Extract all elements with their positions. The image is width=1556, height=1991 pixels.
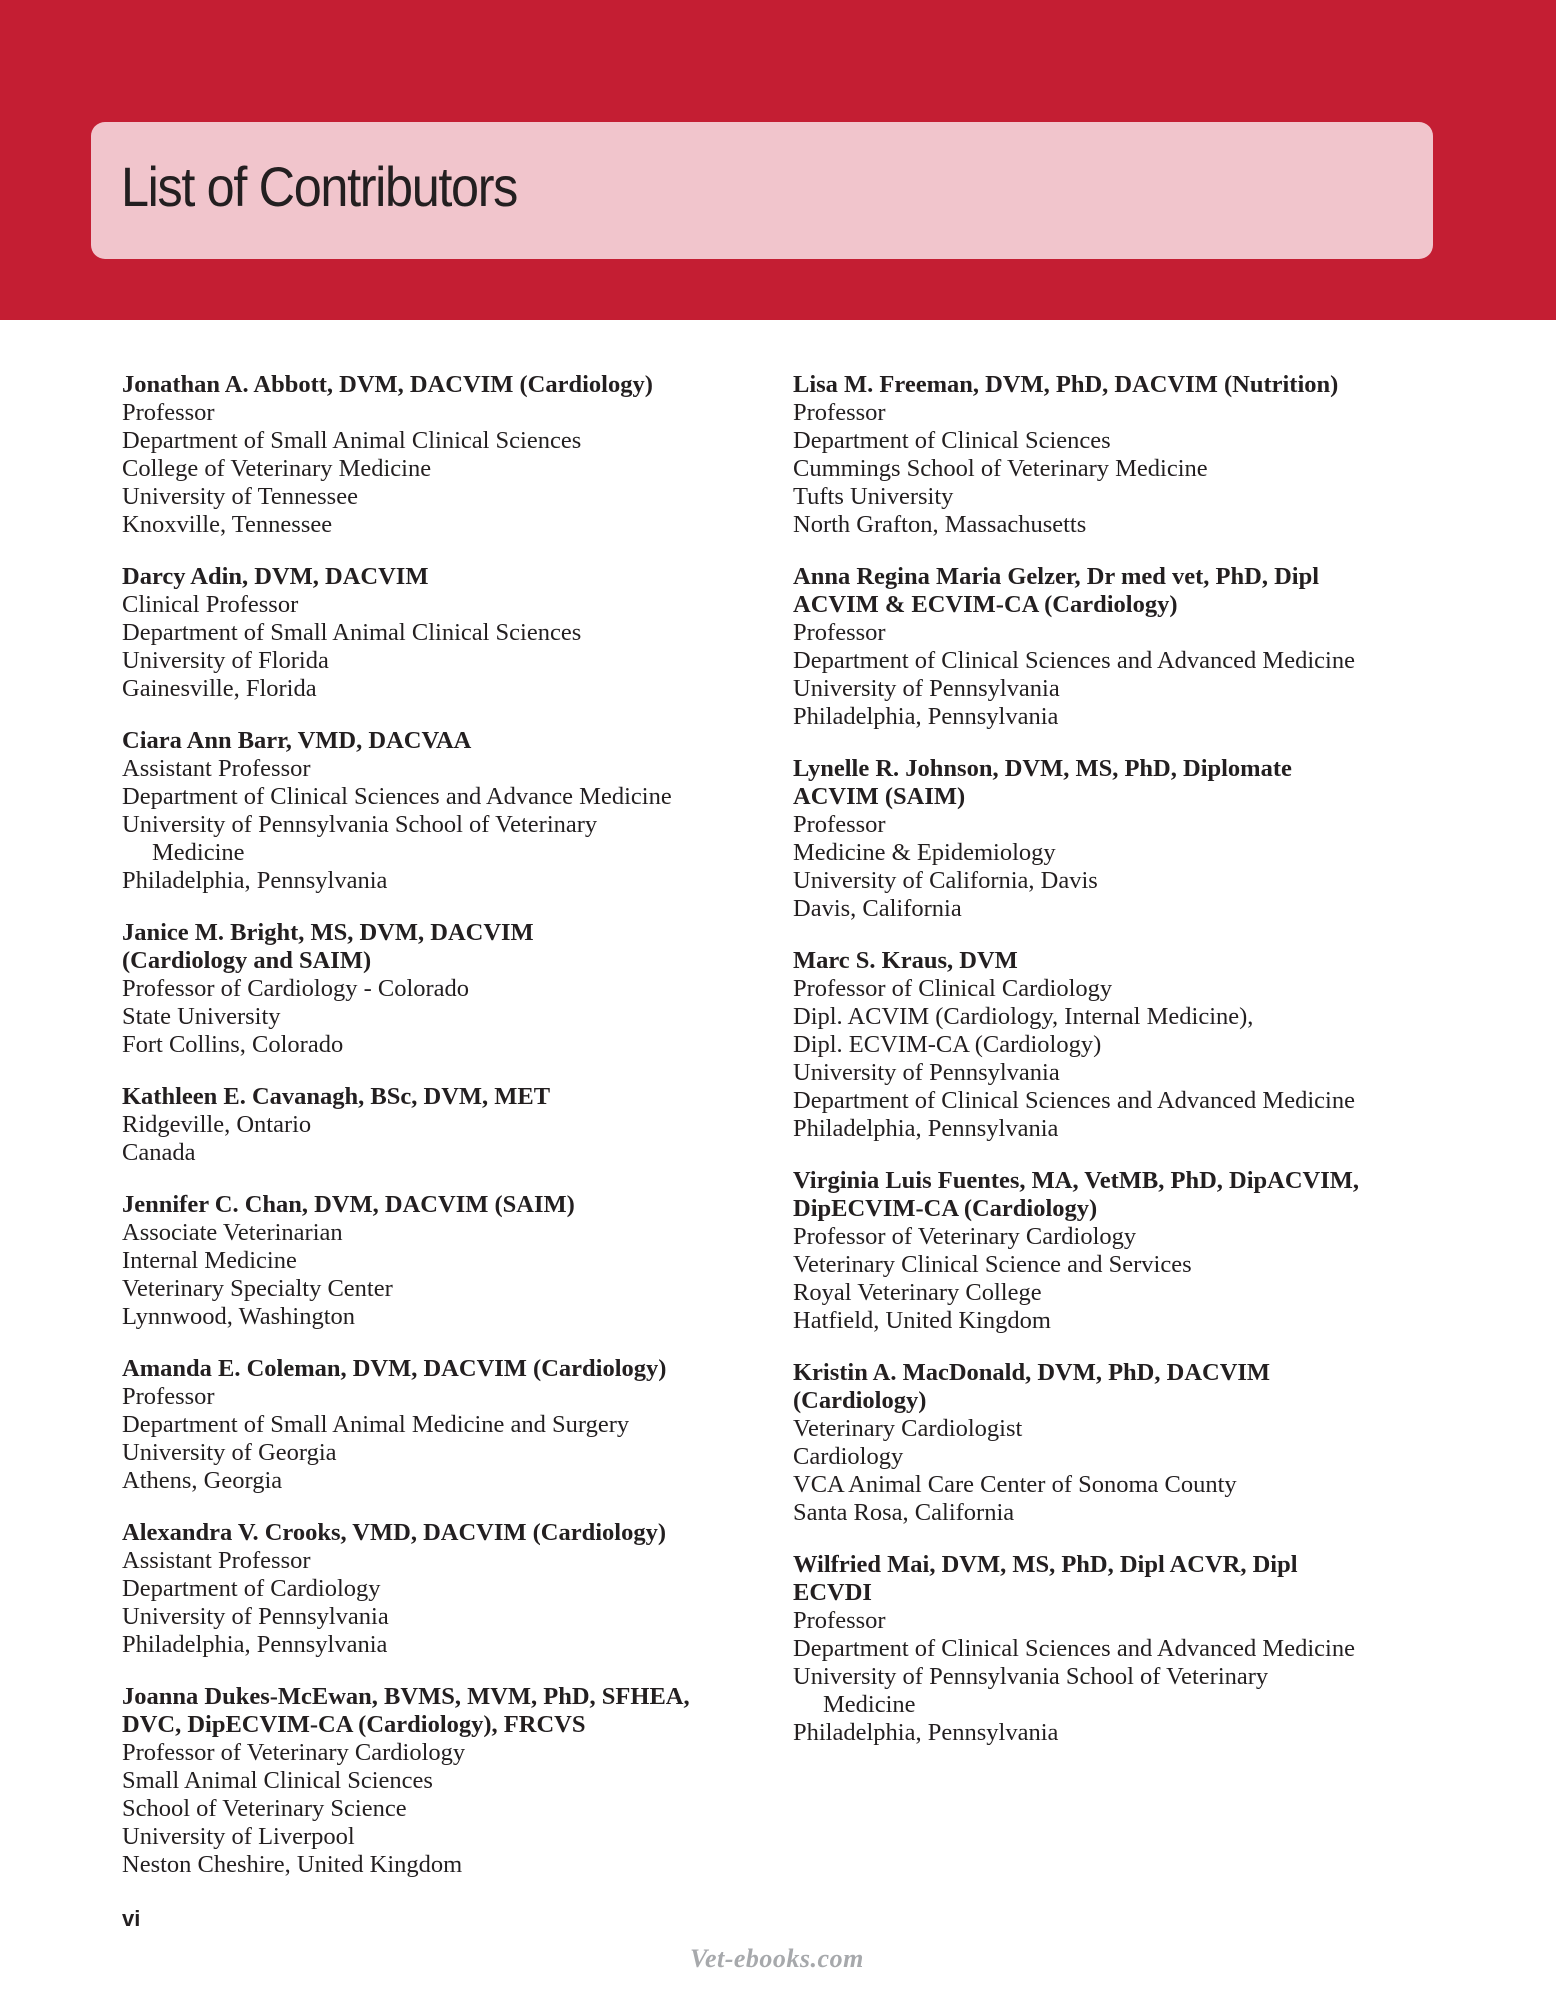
contributor-detail: Davis, California bbox=[793, 895, 962, 922]
contributor-entry bbox=[122, 1191, 762, 1331]
contributor-entry bbox=[122, 1519, 762, 1659]
contributor-detail: Department of Clinical Sciences and Advanced Medicine bbox=[793, 647, 1355, 674]
contributor-entry bbox=[122, 1683, 762, 1879]
contributor-detail: Lynnwood, Washington bbox=[122, 1303, 356, 1330]
contributor-detail: Assistant Professor bbox=[122, 1547, 311, 1574]
contributor-detail: Small Animal Clinical Sciences bbox=[122, 1767, 433, 1794]
contributor-entry bbox=[122, 727, 762, 895]
contributor-detail: VCA Animal Care Center of Sonoma County bbox=[793, 1471, 1237, 1498]
contributor-name-cont: ECVDI bbox=[793, 1579, 872, 1606]
contributor-name: Alexandra V. Crooks, VMD, DACVIM (Cardiology) bbox=[122, 1519, 667, 1546]
contributor-detail: University of Pennsylvania School of Veterinary bbox=[122, 811, 598, 838]
contributor-detail: State University bbox=[122, 1003, 281, 1030]
contributor-detail: Royal Veterinary College bbox=[793, 1279, 1042, 1306]
contributor-name: Virginia Luis Fuentes, MA, VetMB, PhD, DipACVIM, bbox=[793, 1167, 1360, 1194]
contributor-detail: Department of Small Animal Clinical Sciences bbox=[122, 427, 582, 454]
contributor-name-cont: DipECVIM-CA (Cardiology) bbox=[793, 1195, 1098, 1222]
contributor-detail: Professor of Cardiology - Colorado bbox=[122, 975, 470, 1002]
contributor-detail: Medicine & Epidemiology bbox=[793, 839, 1056, 866]
contributor-detail: Medicine bbox=[152, 839, 245, 866]
contributor-detail: Medicine bbox=[823, 1691, 916, 1718]
contributor-detail: Clinical Professor bbox=[122, 591, 299, 618]
contributor-entry bbox=[793, 1359, 1433, 1527]
contributor-entry bbox=[122, 919, 762, 1059]
contributor-detail: Knoxville, Tennessee bbox=[122, 511, 333, 538]
contributor-name: Jennifer C. Chan, DVM, DACVIM (SAIM) bbox=[122, 1191, 575, 1218]
contributor-detail: Professor bbox=[793, 1607, 886, 1634]
contributor-detail: Dipl. ACVIM (Cardiology, Internal Medicine), bbox=[793, 1003, 1254, 1030]
contributor-name: Wilfried Mai, DVM, MS, PhD, Dipl ACVR, Dipl bbox=[793, 1551, 1298, 1578]
contributor-detail: Department of Small Animal Medicine and Surgery bbox=[122, 1411, 630, 1438]
contributor-detail: University of Liverpool bbox=[122, 1823, 355, 1850]
contributor-detail: Fort Collins, Colorado bbox=[122, 1031, 344, 1058]
contributor-name-cont: (Cardiology and SAIM) bbox=[122, 947, 372, 974]
contributor-name-cont: DVC, DipECVIM-CA (Cardiology), FRCVS bbox=[122, 1711, 586, 1738]
title-box bbox=[91, 122, 1433, 259]
contributor-detail: Department of Cardiology bbox=[122, 1575, 381, 1602]
contributor-name-cont: ACVIM & ECVIM-CA (Cardiology) bbox=[793, 591, 1178, 618]
contributor-detail: Professor of Clinical Cardiology bbox=[793, 975, 1113, 1002]
contributor-detail: Philadelphia, Pennsylvania bbox=[793, 1115, 1059, 1142]
contributor-name-cont: ACVIM (SAIM) bbox=[793, 783, 966, 810]
page-title: List of Contributors bbox=[121, 155, 517, 218]
contributor-detail: Veterinary Clinical Science and Services bbox=[793, 1251, 1192, 1278]
contributor-detail: College of Veterinary Medicine bbox=[122, 455, 432, 482]
contributor-detail: Neston Cheshire, United Kingdom bbox=[122, 1851, 463, 1878]
contributor-entry bbox=[122, 1355, 762, 1495]
contributor-name: Lisa M. Freeman, DVM, PhD, DACVIM (Nutrition) bbox=[793, 371, 1339, 398]
contributor-name: Marc S. Kraus, DVM bbox=[793, 947, 1018, 974]
contributor-detail: University of Pennsylvania bbox=[793, 675, 1060, 702]
contributor-detail: Professor bbox=[793, 399, 886, 426]
contributor-detail: Cardiology bbox=[793, 1443, 904, 1470]
contributor-detail: Tufts University bbox=[793, 483, 954, 510]
contributor-entry bbox=[793, 1167, 1433, 1335]
contributor-detail: University of Tennessee bbox=[122, 483, 358, 510]
contributor-detail: Internal Medicine bbox=[122, 1247, 297, 1274]
page-number: vi bbox=[122, 1906, 141, 1931]
contributor-name-cont: (Cardiology) bbox=[793, 1387, 927, 1414]
contributor-name: Ciara Ann Barr, VMD, DACVAA bbox=[122, 727, 472, 754]
contributor-detail: Philadelphia, Pennsylvania bbox=[793, 1719, 1059, 1746]
contributor-name: Darcy Adin, DVM, DACVIM bbox=[122, 563, 429, 590]
contributor-detail: Department of Clinical Sciences and Advanced Medicine bbox=[793, 1087, 1355, 1114]
contributor-detail: Department of Clinical Sciences bbox=[793, 427, 1111, 454]
contributor-detail: University of Pennsylvania bbox=[122, 1603, 389, 1630]
contributor-detail: Veterinary Cardiologist bbox=[793, 1415, 1023, 1442]
contributor-detail: Canada bbox=[122, 1139, 196, 1166]
contributor-detail: Professor bbox=[793, 811, 886, 838]
contributor-name: Jonathan A. Abbott, DVM, DACVIM (Cardiology) bbox=[122, 371, 653, 398]
contributor-detail: Dipl. ECVIM-CA (Cardiology) bbox=[793, 1031, 1102, 1058]
contributor-detail: University of Georgia bbox=[122, 1439, 337, 1466]
contributor-entry bbox=[122, 371, 762, 539]
contributor-detail: Professor bbox=[793, 619, 886, 646]
contributor-entry bbox=[793, 947, 1433, 1143]
contributor-detail: Philadelphia, Pennsylvania bbox=[122, 867, 388, 894]
contributor-detail: Department of Small Animal Clinical Sciences bbox=[122, 619, 582, 646]
contributor-detail: Professor of Veterinary Cardiology bbox=[793, 1223, 1137, 1250]
contributor-detail: Department of Clinical Sciences and Advanced Medicine bbox=[793, 1635, 1355, 1662]
contributor-detail: Hatfield, United Kingdom bbox=[793, 1307, 1051, 1334]
contributor-detail: Veterinary Specialty Center bbox=[122, 1275, 393, 1302]
contributor-detail: Professor of Veterinary Cardiology bbox=[122, 1739, 466, 1766]
contributor-detail: University of Florida bbox=[122, 647, 329, 674]
contributor-name: Joanna Dukes-McEwan, BVMS, MVM, PhD, SFHEA, bbox=[122, 1683, 690, 1710]
contributor-detail: North Grafton, Massachusetts bbox=[793, 511, 1087, 538]
contributor-entry bbox=[793, 1551, 1433, 1747]
contributor-detail: University of Pennsylvania School of Veterinary bbox=[793, 1663, 1269, 1690]
contributor-name: Amanda E. Coleman, DVM, DACVIM (Cardiology) bbox=[122, 1355, 667, 1382]
contributor-detail: Santa Rosa, California bbox=[793, 1499, 1015, 1526]
contributor-detail: Ridgeville, Ontario bbox=[122, 1111, 312, 1138]
contributor-name: Janice M. Bright, MS, DVM, DACVIM bbox=[122, 919, 534, 946]
contributor-entry bbox=[793, 755, 1433, 923]
contributor-detail: Professor bbox=[122, 399, 215, 426]
contributors-left-column bbox=[122, 371, 762, 1903]
contributor-detail: School of Veterinary Science bbox=[122, 1795, 407, 1822]
contributor-entry bbox=[122, 1083, 762, 1167]
contributor-detail: University of California, Davis bbox=[793, 867, 1098, 894]
contributor-entry bbox=[793, 563, 1433, 731]
contributors-right-column bbox=[793, 371, 1433, 1771]
contributor-detail: Gainesville, Florida bbox=[122, 675, 317, 702]
contributor-entry bbox=[122, 563, 762, 703]
contributor-name: Anna Regina Maria Gelzer, Dr med vet, PhD, Dipl bbox=[793, 563, 1320, 590]
contributor-name: Kathleen E. Cavanagh, BSc, DVM, MET bbox=[122, 1083, 551, 1110]
contributor-detail: University of Pennsylvania bbox=[793, 1059, 1060, 1086]
contributor-detail: Associate Veterinarian bbox=[122, 1219, 343, 1246]
watermark-logo: Vet-ebooks.com bbox=[690, 1944, 864, 1973]
contributor-detail: Philadelphia, Pennsylvania bbox=[122, 1631, 388, 1658]
contributor-detail: Assistant Professor bbox=[122, 755, 311, 782]
contributor-detail: Department of Clinical Sciences and Advance Medicine bbox=[122, 783, 672, 810]
contributor-detail: Philadelphia, Pennsylvania bbox=[793, 703, 1059, 730]
contributor-detail: Cummings School of Veterinary Medicine bbox=[793, 455, 1208, 482]
contributor-entry bbox=[793, 371, 1433, 539]
contributor-name: Kristin A. MacDonald, DVM, PhD, DACVIM bbox=[793, 1359, 1271, 1386]
contributor-detail: Professor bbox=[122, 1383, 215, 1410]
contributor-detail: Athens, Georgia bbox=[122, 1467, 283, 1494]
contributor-name: Lynelle R. Johnson, DVM, MS, PhD, Diplomate bbox=[793, 755, 1292, 782]
